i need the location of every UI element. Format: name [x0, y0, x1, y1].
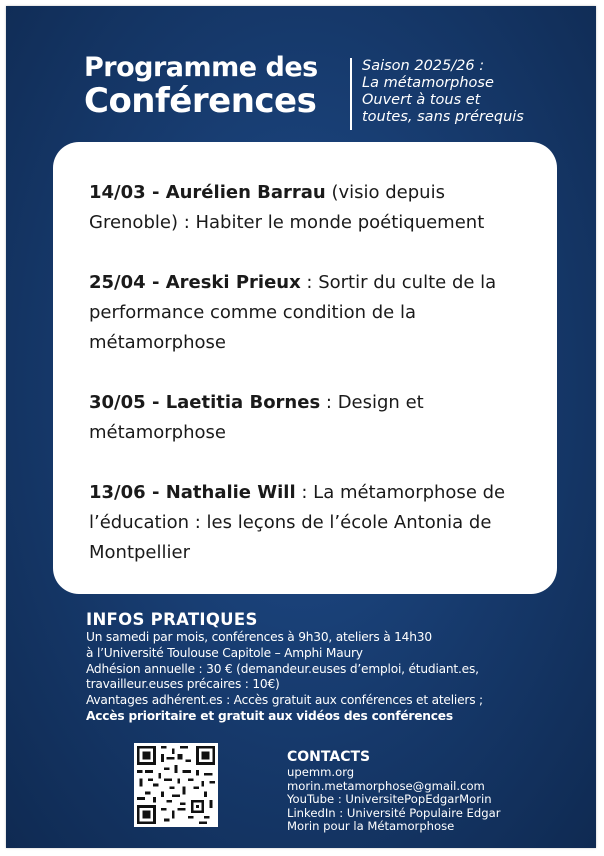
program-card	[53, 142, 557, 594]
linkedin-link-continued[interactable]: Morin pour la Métamorphose	[287, 819, 455, 834]
season-line: toutes, sans prérequis	[362, 109, 524, 125]
talk-speaker: Areski Prieux	[165, 272, 301, 293]
info-line: Adhésion annuelle : 30 € (demandeur.euses d’emploi, étudiant.es,	[86, 661, 479, 676]
talk-title: (visio depuis Grenoble) : Habiter le monde poétiquement	[89, 182, 485, 233]
title-line-1: Programme des	[84, 52, 318, 83]
talk-date: 14/03 -	[89, 182, 166, 203]
header-divider	[350, 58, 352, 130]
season-info	[362, 58, 524, 126]
talk-item	[89, 478, 529, 568]
page-title	[84, 52, 318, 121]
season-line: Ouvert à tous et	[362, 92, 481, 108]
talk-date: 13/06 -	[89, 482, 166, 503]
season-line: Saison 2025/26 :	[362, 58, 485, 74]
info-line: Avantages adhérent.es : Accès gratuit aux conférences et ateliers ;	[86, 693, 483, 708]
linkedin-link[interactable]: LinkedIn : Université Populaire Edgar	[287, 805, 501, 820]
practical-info-heading: INFOS PRATIQUES	[86, 610, 258, 629]
poster	[6, 6, 596, 848]
talk-speaker: Nathalie Will	[165, 482, 296, 503]
youtube-link[interactable]: YouTube : UniversitePopEdgarMorin	[287, 792, 492, 807]
talk-item	[89, 178, 529, 238]
qr-code-icon[interactable]	[134, 743, 218, 827]
talk-date: 30/05 -	[89, 392, 166, 413]
header	[84, 54, 544, 139]
talk-speaker: Aurélien Barrau	[165, 182, 326, 203]
talk-speaker: Laetitia Bornes	[165, 392, 321, 413]
talk-date: 25/04 -	[89, 272, 166, 293]
season-line: La métamorphose	[362, 75, 494, 91]
info-line: travailleur.euses précaires : 10€)	[86, 677, 280, 692]
info-line: Un samedi par mois, conférences à 9h30, ateliers à 14h30	[86, 630, 432, 644]
email-link[interactable]: morin.metamorphose@gmail.com	[287, 778, 485, 793]
talk-title: : Sortir du culte de la performance comme condition de la métamorphose	[89, 272, 497, 353]
contacts-heading: CONTACTS	[287, 749, 371, 765]
talk-title: : La métamorphose de l’éducation : les leçons de l’école Antonia de Montpellier	[89, 482, 506, 563]
title-line-2: Conférences	[84, 81, 317, 121]
practical-info	[86, 610, 556, 725]
talk-item	[89, 388, 529, 448]
info-line: Accès prioritaire et gratuit aux vidéos des conférences	[86, 708, 453, 723]
website-link[interactable]: upemm.org	[287, 765, 355, 779]
talk-title: : Design et métamorphose	[89, 392, 424, 443]
info-line: à l’Université Toulouse Capitole – Amphi Maury	[86, 645, 363, 660]
contacts	[287, 748, 500, 834]
talk-item	[89, 268, 529, 358]
